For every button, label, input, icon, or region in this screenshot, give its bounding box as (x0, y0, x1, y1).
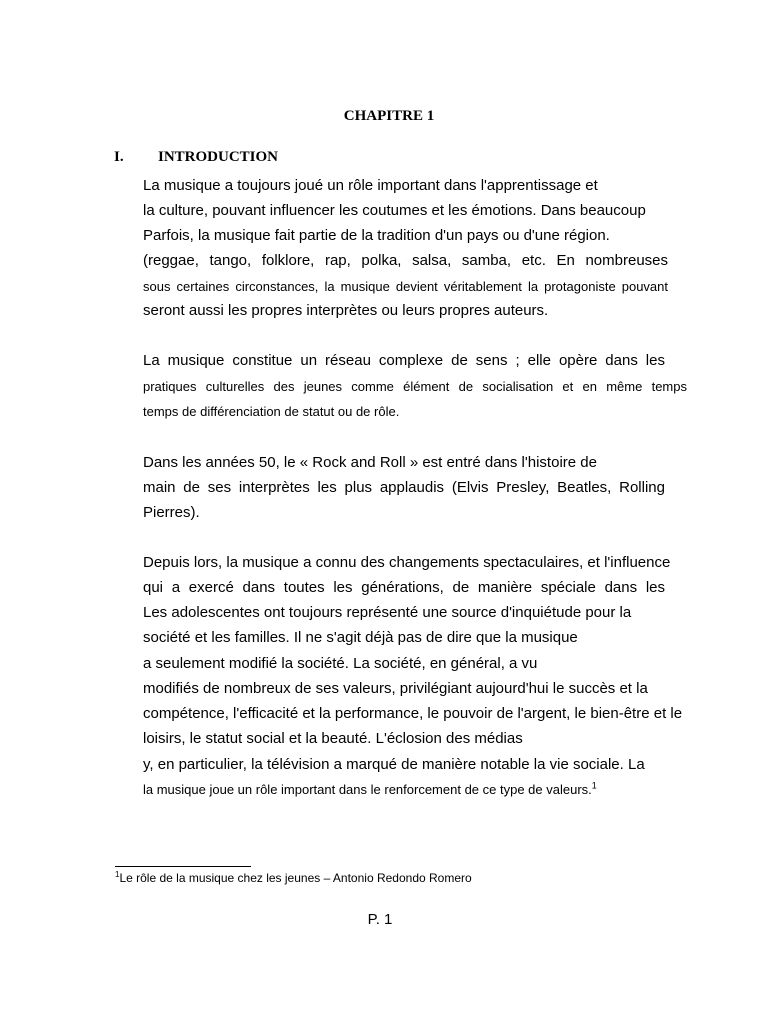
paragraph-2-line-1: La musique constitue un réseau complexe de sens ; elle opère dans les (143, 352, 665, 369)
paragraph-1-line-4: (reggae, tango, folklore, rap, polka, salsa, samba, etc. En nombreuses (143, 252, 668, 269)
page-number: P. 1 (367, 911, 393, 928)
paragraph-4-line-8: loisirs, le statut social et la beauté. L'éclosion des médias (143, 730, 523, 747)
paragraph-3-line-3: Pierres). (143, 504, 200, 521)
paragraph-1-line-3: Parfois, la musique fait partie de la tradition d'un pays ou d'une région. (143, 227, 610, 244)
paragraph-4-line-1: Depuis lors, la musique a connu des changements spectaculaires, et l'influence (143, 554, 671, 571)
paragraph-4-line-5: a seulement modifié la société. La société, en général, a vu (143, 655, 538, 672)
paragraph-4-line-7: compétence, l'efficacité et la performance, le pouvoir de l'argent, le bien-être et le (143, 705, 683, 722)
paragraph-3-line-1: Dans les années 50, le « Rock and Roll » est entré dans l'histoire de (143, 454, 597, 471)
footnote-marker: 1 (115, 870, 120, 879)
section-title: INTRODUCTION (158, 149, 279, 165)
paragraph-4-line-10-text: la musique joue un rôle important dans le renforcement de ce type de valeurs. (143, 782, 592, 797)
paragraph-4-line-3: Les adolescentes ont toujours représenté une source d'inquiétude pour la (143, 604, 632, 621)
paragraph-1-line-1: La musique a toujours joué un rôle important dans l'apprentissage et (143, 177, 598, 194)
footnote (115, 871, 472, 885)
paragraph-4-line-6: modifiés de nombreux de ses valeurs, privilégiant aujourd'hui le succès et la (143, 680, 648, 697)
paragraph-4-line-10 (143, 781, 597, 799)
footnote-reference[interactable]: 1 (591, 780, 597, 791)
paragraph-2-line-3: temps de différenciation de statut ou de rôle. (143, 404, 400, 419)
chapter-title: CHAPITRE 1 (343, 108, 435, 124)
section-number: I. (114, 149, 124, 165)
paragraph-3-line-2: main de ses interprètes les plus applaudis (Elvis Presley, Beatles, Rolling (143, 479, 665, 496)
paragraph-1-line-6: seront aussi les propres interprètes ou leurs propres auteurs. (143, 302, 549, 319)
paragraph-1-line-5: sous certaines circonstances, la musique devient véritablement la protagoniste pouvant (143, 279, 668, 294)
paragraph-2-line-2: pratiques culturelles des jeunes comme élément de socialisation et en même temps (143, 379, 687, 394)
paragraph-4-line-4: société et les familles. Il ne s'agit déjà pas de dire que la musique (143, 629, 578, 646)
footnote-separator (115, 866, 251, 867)
footnote-text: Le rôle de la musique chez les jeunes – Antonio Redondo Romero (119, 871, 472, 885)
paragraph-4-line-2: qui a exercé dans toutes les générations, de manière spéciale dans les (143, 579, 665, 596)
paragraph-4-line-9: y, en particulier, la télévision a marqué de manière notable la vie sociale. La (143, 756, 645, 773)
paragraph-1-line-2: la culture, pouvant influencer les coutumes et les émotions. Dans beaucoup (143, 202, 646, 219)
